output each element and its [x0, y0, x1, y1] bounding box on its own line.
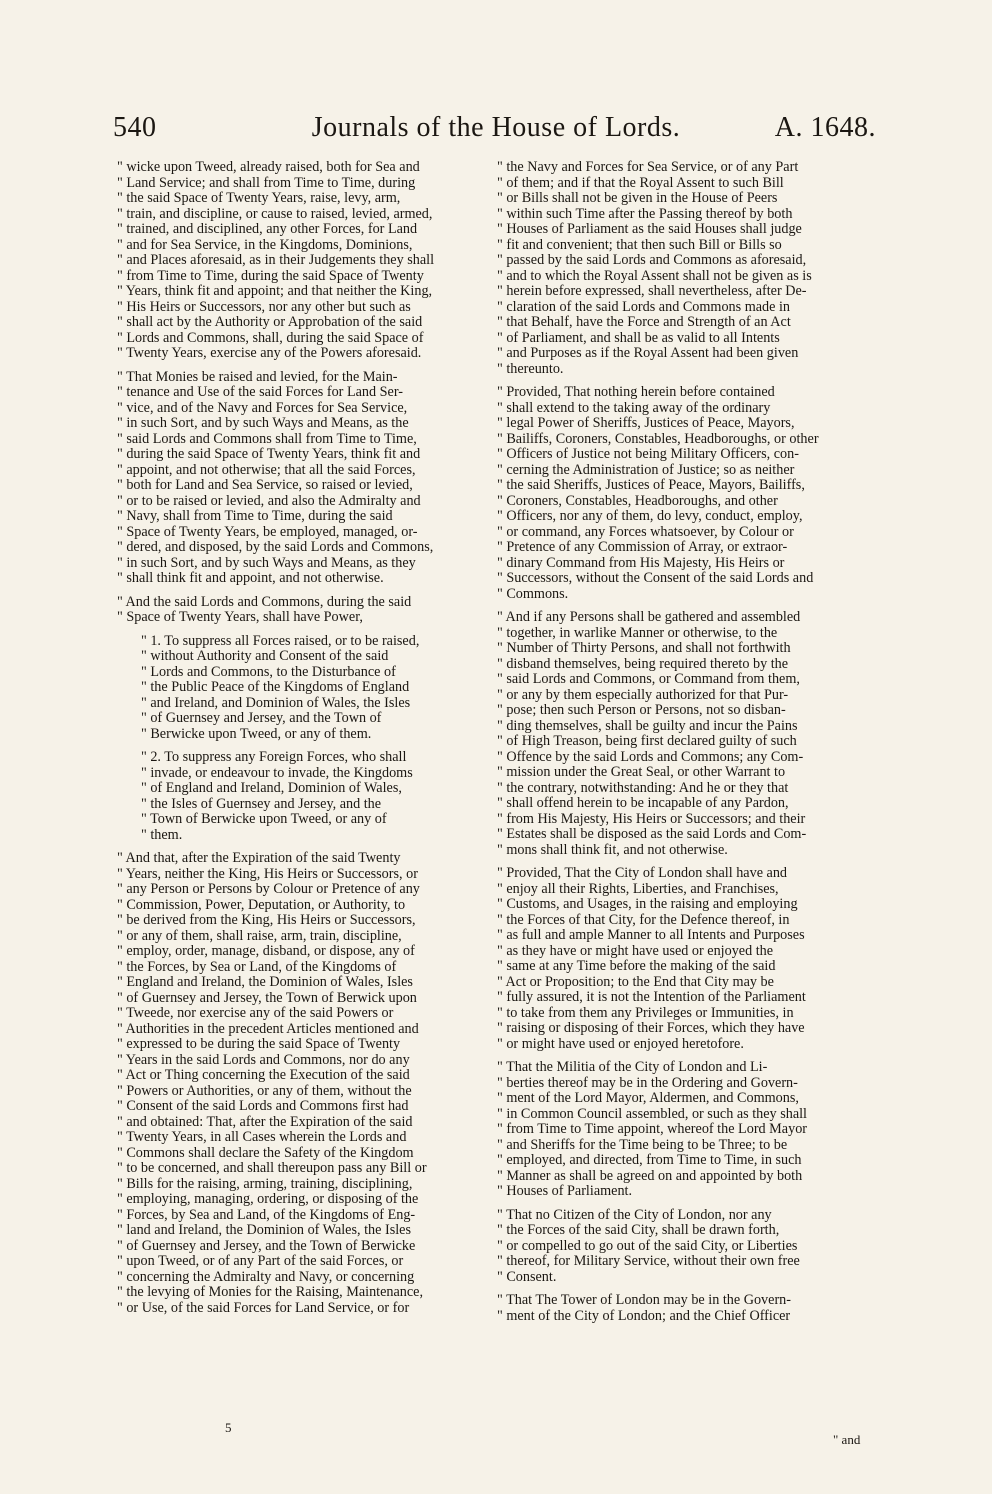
- paragraph: " That Monies be raised and levied, for the Main- " tenance and Use of the said Forces for Land Ser- " vice, and of the Navy and Forces for Sea Service, " in such Sort, and by such Ways and Means, as the " said Lords and Commons shall from Time to Time, " during the said Space of Twenty Years, think fit and " appoint, and not otherwise; that all the said Forces, " both for Land and Sea Service, so raised or levied, " or to be raised or levied, and also the Admiralty and " Navy, shall from Time to Time, during the said " Space of Twenty Years, be employed, managed, or- " dered, and disposed, by the said Lords and Commons, " in such Sort, and by such Ways and Means, as they " shall think fit and appoint, and not otherwise.: [117, 368, 434, 586]
- catchword: " and: [833, 1432, 861, 1447]
- paragraph: " Provided, That the City of London shall have and " enjoy all their Rights, Liberties, and Franchises, " Customs, and Usages, in the raising and employing " the Forces of that City, for the Defence thereof, in " as full and ample Manner to all Intents and Purposes " as they have or might have used or enjoyed the " same at any Time before the making of the said " Act or Proposition; to the End that City may be " fully assured, it is not the Intention of the Parliament " to take from them any Privileges or Immunities, in " raising or disposing of their Forces, which they have " or might have used or enjoyed heretofore.: [497, 865, 806, 1052]
- paragraph: " That The Tower of London may be in the Govern- " ment of the City of London; and the Chief Officer: [497, 1292, 791, 1324]
- paragraph: " the Navy and Forces for Sea Service, or of any Part " of them; and if that the Royal Assent to such Bill " or Bills shall not be given in the House of Peers " within such Time after the Passing thereof by both " Houses of Parliament as the said Houses shall judge " fit and convenient; that then such Bill or Bills so " passed by the said Lords and Commons as aforesaid, " and to which the Royal Assent shall not be given as is " herein before expressed, shall nevertheless, after De- " claration of the said Lords and Commons made in " that Behalf, have the Force and Strength of an Act " of Parliament, and shall be as valid to all Intents " and Purposes as if the Royal Assent had been given " thereunto.: [497, 159, 812, 377]
- article-2: " 2. To suppress any Foreign Forces, who shall " invade, or endeavour to invade, the Kingdoms " of England and Ireland, Dominion of Wales, " the Isles of Guernsey and Jersey, and the " Town of Berwicke upon Tweed, or any of " them.: [141, 749, 413, 843]
- right-column: [497, 160, 877, 1332]
- paragraph: " wicke upon Tweed, already raised, both for Sea and " Land Service; and shall from Time to Time, during " the said Space of Twenty Years, raise, levy, arm, " train, and discipline, or cause to raised, levied, armed, " trained, and disciplined, any other Forces, for Land " and for Sea Service, in the Kingdoms, Dominions, " and Places aforesaid, as in their Judgements they shall " from Time to Time, during the said Space of Twenty " Years, think fit and appoint; and that neither the King, " His Heirs or Successors, nor any other but such as " shall act by the Authority or Approbation of the said " Lords and Commons, shall, during the said Space of " Twenty Years, exercise any of the Powers aforesaid.: [117, 159, 435, 361]
- paragraph: " Provided, That nothing herein before contained " shall extend to the taking away of the ordinary " legal Power of Sheriffs, Justices of Peace, Mayors, " Bailiffs, Coroners, Constables, Headboroughs, or other " Officers of Justice not being Military Officers, con- " cerning the Administration of Justice; so as neither " the said Sheriffs, Justices of Peace, Mayors, Bailiffs, " Coroners, Constables, Headboroughs, and other " Officers, nor any of them, do levy, conduct, employ, " or command, any Forces whatsoever, by Colour or " Pretence of any Commission of Array, or extraor- " dinary Command from His Majesty, His Heirs or " Successors, without the Consent of the said Lords and " Commons.: [497, 384, 819, 602]
- left-column: [117, 160, 497, 1324]
- paragraph: " And that, after the Expiration of the said Twenty " Years, neither the King, His Heirs or Successors, or " any Person or Persons by Colour or Pretence of any " Commission, Power, Deputation, or Authority, to " be derived from the King, His Heirs or Successors, " or any of them, shall raise, arm, train, discipline, " employ, order, manage, disband, or dispose, any of " the Forces, by Sea or Land, of the Kingdoms of " England and Ireland, the Dominion of Wales, Isles " of Guernsey and Jersey, the Town of Berwick upon " Tweede, nor exercise any of the said Powers or " Authorities in the precedent Articles mentioned and " expressed to be during the said Space of Twenty " Years in the said Lords and Commons, nor do any " Act or Thing concerning the Execution of the said " Powers or Authorities, or any of them, without the " Consent of the said Lords and Commons first had " and obtained: That, after the Expiration of the said " Twenty Years, in all Cases wherein the Lords and " Commons shall declare the Safety of the Kingdom " to be concerned, and shall thereupon pass any Bill or " Bills for the raising, arming, training, disciplining, " employing, managing, ordering, or disposing of the " Forces, by Sea and Land, of the Kingdoms of Eng- " land and Ireland, the Dominion of Wales, the Isles " of Guernsey and Jersey, and the Town of Berwicke " upon Tweed, or of any Part of the said Forces, or " concerning the Admiralty and Navy, or concerning " the levying of Monies for the Raising, Maintenance, " or Use, of the said Forces for Land Service, or for: [117, 850, 427, 1316]
- paragraph: " That the Militia of the City of London and Li- " berties thereof may be in the Ordering and Govern- " ment of the Lord Mayor, Aldermen, and Commons, " in Common Council assembled, or such as they shall " from Time to Time appoint, whereof the Lord Mayor " and Sheriffs for the Time being to be Three; to be " employed, and directed, from Time to Time, in such " Manner as shall be agreed on and appointed by both " Houses of Parliament.: [497, 1059, 808, 1199]
- page-number: 540: [113, 112, 157, 143]
- paragraph: " And the said Lords and Commons, during the said " Space of Twenty Years, shall have Power,: [117, 593, 412, 625]
- year: A. 1648.: [774, 112, 876, 143]
- page-header: [0, 112, 992, 156]
- article-1: " 1. To suppress all Forces raised, or to be raised, " without Authority and Consent of the said " Lords and Commons, to the Disturbance of " the Public Peace of the Kingdoms of England " and Ireland, and Dominion of Wales, the Isles " of Guernsey and Jersey, and the Town of " Berwicke upon Tweed, or any of them.: [141, 632, 420, 742]
- running-title: Journals of the House of Lords.: [311, 112, 681, 143]
- signature-mark: 5: [225, 1420, 232, 1435]
- paragraph: " And if any Persons shall be gathered and assembled " together, in warlike Manner or otherwise, to the " Number of Thirty Persons, and shall not forthwith " disband themselves, being required thereto by the " said Lords and Commons, or Command from them, " or any by them especially authorized for that Pur- " pose; then such Person or Persons, not so disban- " ding themselves, shall be guilty and incur the Pains " of High Treason, being first declared guilty of such " Offence by the said Lords and Commons; any Com- " mission under the Great Seal, or other Warrant to " the contrary, notwithstanding: And he or they that " shall offend herein to be incapable of any Pardon, " from His Majesty, His Heirs or Successors; and their " Estates shall be disposed as the said Lords and Com- " mons shall think fit, and not otherwise.: [497, 609, 807, 858]
- paragraph: " That no Citizen of the City of London, nor any " the Forces of the said City, shall be drawn forth, " or compelled to go out of the said City, or Liberties " thereof, for Military Service, without their own free " Consent.: [497, 1206, 800, 1285]
